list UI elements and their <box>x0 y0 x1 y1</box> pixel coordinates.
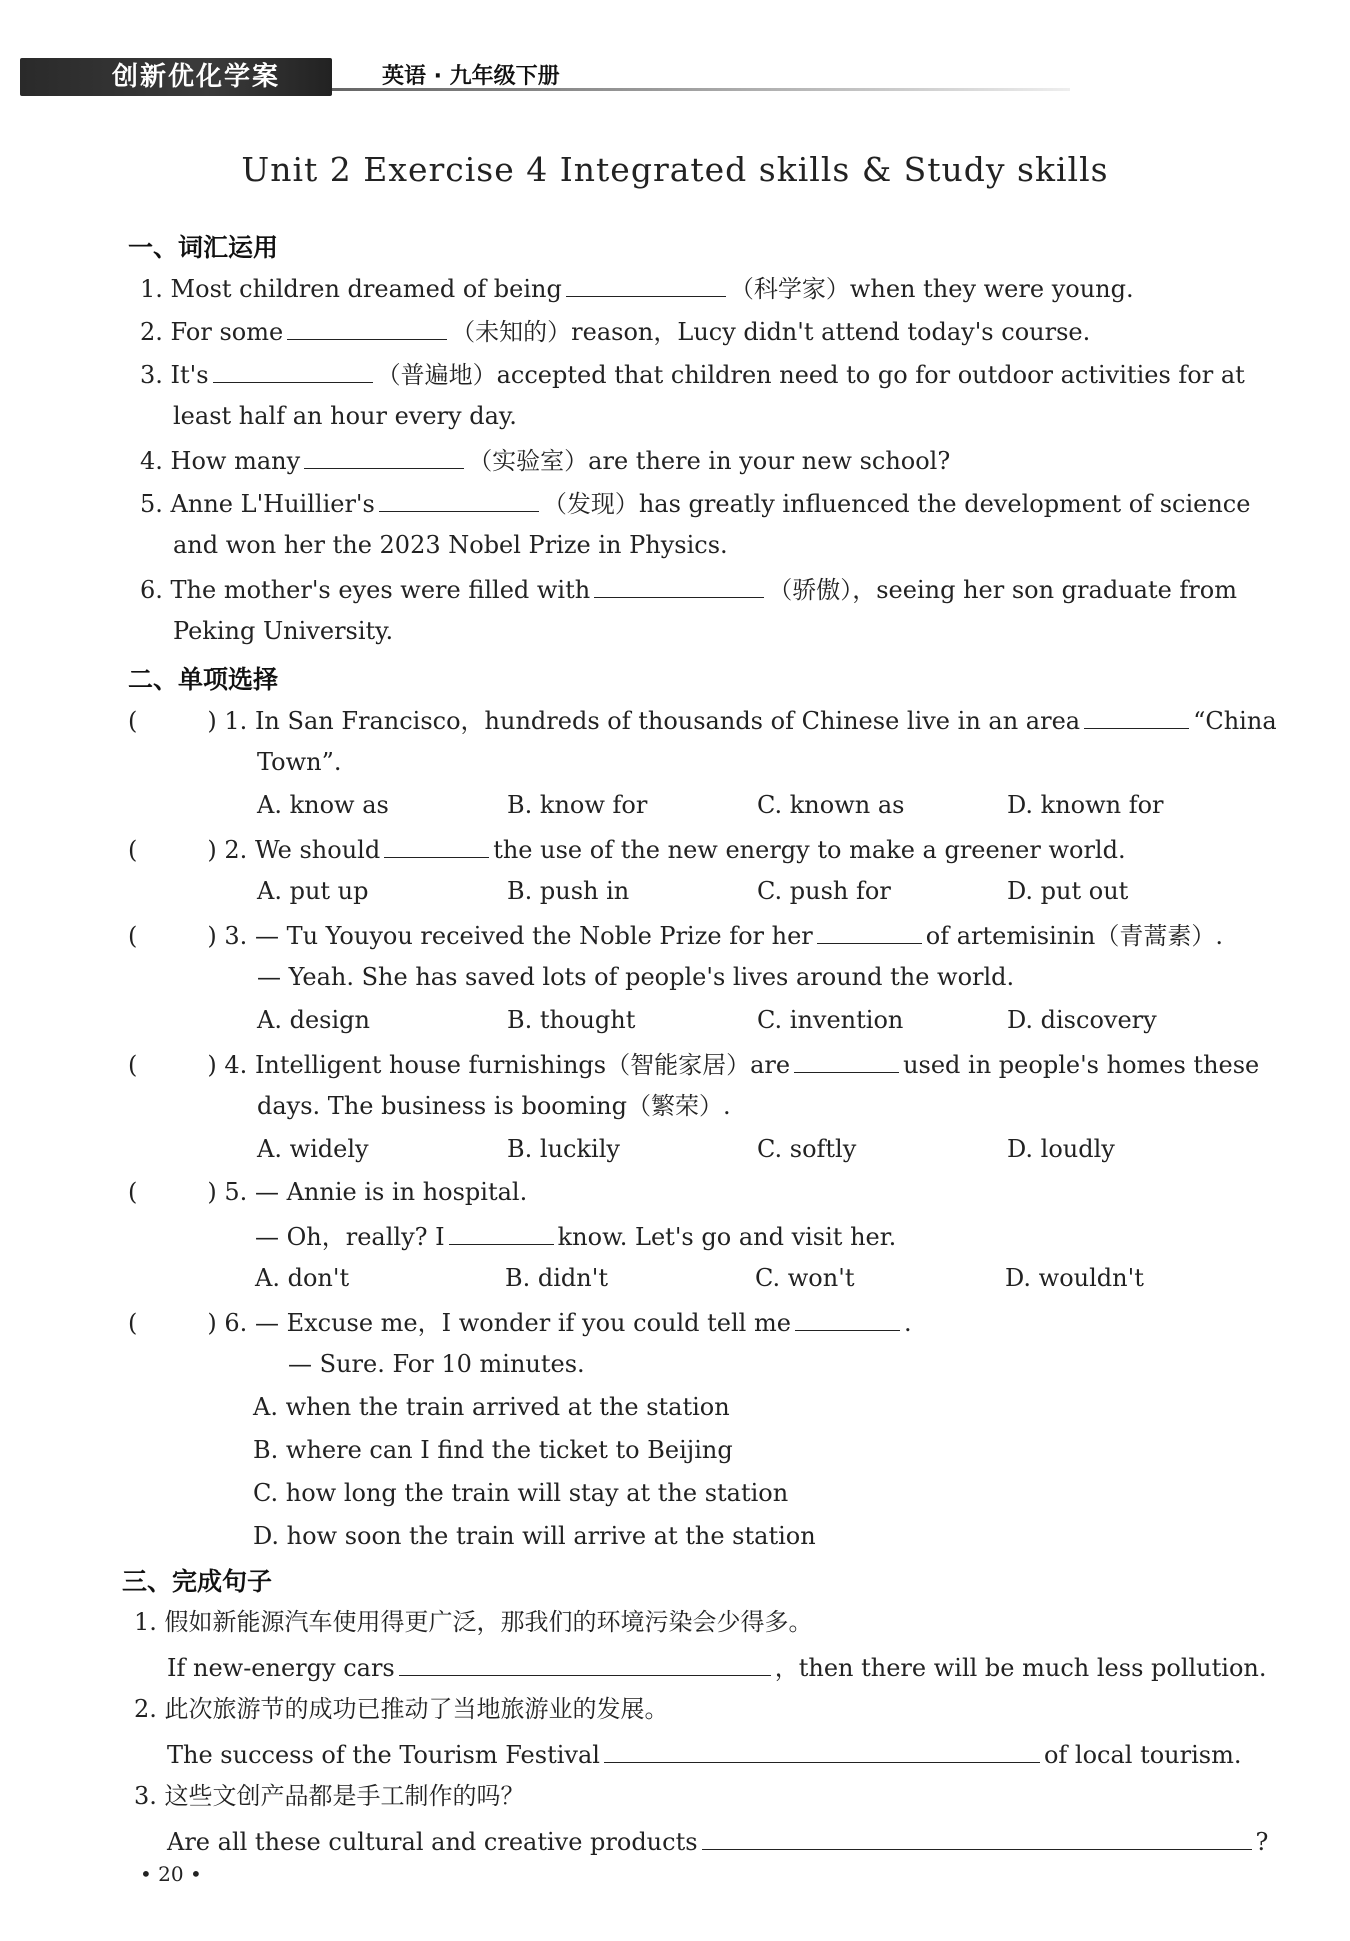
answer-paren-close: ) <box>207 1309 217 1337</box>
option-d[interactable]: D. put out <box>1007 877 1129 905</box>
question-number: 5. <box>224 1178 248 1206</box>
answer-paren-open: ( <box>128 836 138 864</box>
sentence-item-3-cn <box>134 1781 525 1811</box>
item-number: 3. <box>140 361 163 389</box>
answer-blank[interactable] <box>213 358 373 383</box>
question-text: Intelligent house furnishings（智能家居）are <box>254 1051 791 1079</box>
chinese-prompt: 此次旅游节的成功已推动了当地旅游业的发展。 <box>164 1695 669 1723</box>
vocab-item-6 <box>140 573 1270 605</box>
answer-blank[interactable] <box>449 1220 554 1245</box>
option-c[interactable]: C. softly <box>757 1135 857 1163</box>
answer-blank[interactable] <box>1084 704 1189 729</box>
item-number: 3. <box>134 1782 157 1810</box>
option-b[interactable]: B. luckily <box>507 1135 620 1163</box>
vocab-item-1 <box>140 272 1270 304</box>
page-header <box>20 58 1070 98</box>
choice-q1 <box>128 704 1277 736</box>
sentence-text: The success of the Tourism Festival <box>167 1741 600 1769</box>
question-text: the use of the new energy to make a greener world. <box>493 836 1126 864</box>
question-number: 1. <box>224 707 248 735</box>
item-hint: （未知的）reason，Lucy didn't attend today's course. <box>451 318 1091 346</box>
question-text: — Annie is in hospital. <box>254 1178 528 1206</box>
answer-paren-close: ) <box>207 1051 217 1079</box>
option-d[interactable]: D. how soon the train will arrive at the station <box>253 1522 816 1550</box>
question-text: — Tu Youyou received the Noble Prize for her <box>254 922 813 950</box>
answer-blank[interactable] <box>399 1651 771 1676</box>
question-text: We should <box>254 836 381 864</box>
choice-q4 <box>128 1048 1259 1080</box>
item-number: 2. <box>134 1695 157 1723</box>
chinese-prompt: 这些文创产品都是手工制作的吗？ <box>164 1782 525 1810</box>
option-c[interactable]: C. invention <box>757 1006 904 1034</box>
choice-q1-cont: Town”. <box>257 748 342 776</box>
choice-q4-cont: days. The business is booming（繁荣）. <box>257 1092 731 1120</box>
answer-paren-open: ( <box>128 1309 138 1337</box>
answer-paren-open: ( <box>128 707 138 735</box>
option-d[interactable]: D. known for <box>1007 791 1164 819</box>
page-number: • 20 • <box>140 1862 202 1886</box>
answer-paren-open: ( <box>128 1178 138 1206</box>
sentence-text: If new-energy cars <box>167 1654 395 1682</box>
sentence-text: Are all these cultural and creative products <box>167 1828 698 1856</box>
item-number: 1. <box>140 275 163 303</box>
option-a[interactable]: A. widely <box>257 1135 369 1163</box>
sentence-item-2-en <box>167 1738 1241 1770</box>
vocab-item-2 <box>140 315 1270 347</box>
choice-q5 <box>128 1177 527 1207</box>
option-d[interactable]: D. wouldn't <box>1005 1264 1144 1292</box>
sentence-text: ? <box>1255 1828 1269 1856</box>
choice-q3-cont: — Yeah. She has saved lots of people's lives around the world. <box>257 963 1015 991</box>
option-a[interactable]: A. when the train arrived at the station <box>253 1393 730 1421</box>
item-number: 4. <box>140 447 163 475</box>
answer-blank[interactable] <box>702 1825 1252 1850</box>
answer-paren-close: ) <box>207 836 217 864</box>
item-text: Most children dreamed of being <box>170 275 562 303</box>
option-b[interactable]: B. didn't <box>505 1264 608 1292</box>
item-text: It's <box>170 361 209 389</box>
option-a[interactable]: A. don't <box>255 1264 350 1292</box>
answer-blank[interactable] <box>566 272 726 297</box>
answer-blank[interactable] <box>379 487 539 512</box>
item-hint: （骄傲），seeing her son graduate from <box>768 576 1237 604</box>
answer-paren-open: ( <box>128 1051 138 1079</box>
answer-blank[interactable] <box>604 1738 1040 1763</box>
vocab-item-3-cont: least half an hour every day. <box>173 402 517 430</box>
question-text: — Excuse me，I wonder if you could tell me <box>254 1309 791 1337</box>
item-text: For some <box>170 318 284 346</box>
answer-blank[interactable] <box>594 573 764 598</box>
section-heading-complete-sentences: 三、完成句子 <box>122 1567 273 1596</box>
option-b[interactable]: B. thought <box>507 1006 636 1034</box>
brand-logo: 创新优化学案 <box>20 58 332 96</box>
choice-q6 <box>128 1306 912 1338</box>
option-d[interactable]: D. loudly <box>1007 1135 1115 1163</box>
chinese-prompt: 假如新能源汽车使用得更广泛，那我们的环境污染会少得多。 <box>164 1608 813 1636</box>
choice-q5-line2 <box>255 1220 896 1252</box>
question-text: “China <box>1193 707 1277 735</box>
question-text: . <box>903 1309 912 1337</box>
question-text: of artemisinin（青蒿素）. <box>925 922 1223 950</box>
answer-blank[interactable] <box>795 1306 900 1331</box>
option-a[interactable]: A. know as <box>257 791 389 819</box>
section-heading-vocabulary: 一、词汇运用 <box>128 233 279 262</box>
option-b[interactable]: B. push in <box>507 877 630 905</box>
option-b[interactable]: B. know for <box>507 791 648 819</box>
sentence-text: ，then there will be much less pollution. <box>774 1654 1267 1682</box>
vocab-item-6-cont: Peking University. <box>173 617 394 645</box>
vocab-item-3 <box>140 358 1270 390</box>
answer-paren-open: ( <box>128 922 138 950</box>
item-number: 2. <box>140 318 163 346</box>
question-text: used in people's homes these <box>903 1051 1260 1079</box>
answer-blank[interactable] <box>287 315 447 340</box>
item-hint: （实验室）are there in your new school? <box>468 447 951 475</box>
item-number: 1. <box>134 1608 157 1636</box>
choice-q3 <box>128 919 1223 951</box>
vocab-item-4 <box>140 444 1270 476</box>
sentence-item-2-cn <box>134 1694 669 1724</box>
item-number: 5. <box>140 490 163 518</box>
question-text: In San Francisco，hundreds of thousands of Chinese live in an area <box>254 707 1081 735</box>
sentence-item-3-en <box>167 1825 1268 1857</box>
option-c[interactable]: C. known as <box>757 791 905 819</box>
question-number: 3. <box>224 922 248 950</box>
option-c[interactable]: C. push for <box>757 877 891 905</box>
page-title: Unit 2 Exercise 4 Integrated skills & Study skills <box>241 150 1109 189</box>
question-text: — Oh，really? I <box>255 1223 445 1251</box>
choice-q6-cont: — Sure. For 10 minutes. <box>288 1350 585 1378</box>
item-hint: （发现）has greatly influenced the development of science <box>542 490 1251 518</box>
question-text: know. Let's go and visit her. <box>557 1223 897 1251</box>
sentence-item-1-en <box>167 1651 1267 1683</box>
sentence-item-1-cn <box>134 1607 813 1637</box>
question-number: 4. <box>224 1051 248 1079</box>
option-c[interactable]: C. won't <box>755 1264 855 1292</box>
answer-paren-close: ) <box>207 707 217 735</box>
vocab-item-5 <box>140 487 1270 519</box>
choice-q2 <box>128 833 1126 865</box>
answer-paren-close: ) <box>207 922 217 950</box>
question-number: 6. <box>224 1309 248 1337</box>
item-hint: （科学家）when they were young. <box>729 275 1134 303</box>
option-b[interactable]: B. where can I find the ticket to Beijing <box>253 1436 733 1464</box>
answer-blank[interactable] <box>817 919 922 944</box>
item-text: Anne L'Huillier's <box>170 490 375 518</box>
answer-blank[interactable] <box>384 833 489 858</box>
option-d[interactable]: D. discovery <box>1007 1006 1157 1034</box>
option-c[interactable]: C. how long the train will stay at the station <box>253 1479 789 1507</box>
section-heading-multiple-choice: 二、单项选择 <box>128 665 279 694</box>
vocab-item-5-cont: and won her the 2023 Nobel Prize in Physics. <box>173 531 728 559</box>
question-number: 2. <box>224 836 248 864</box>
answer-blank[interactable] <box>794 1048 899 1073</box>
option-a[interactable]: A. put up <box>257 877 369 905</box>
answer-blank[interactable] <box>304 444 464 469</box>
answer-paren-close: ) <box>207 1178 217 1206</box>
item-text: The mother's eyes were filled with <box>170 576 591 604</box>
item-hint: （普遍地）accepted that children need to go for outdoor activities for at <box>376 361 1245 389</box>
item-text: How many <box>170 447 301 475</box>
book-title: 英语 · 九年级下册 <box>382 64 560 89</box>
sentence-text: of local tourism. <box>1043 1741 1242 1769</box>
option-a[interactable]: A. design <box>257 1006 370 1034</box>
item-number: 6. <box>140 576 163 604</box>
